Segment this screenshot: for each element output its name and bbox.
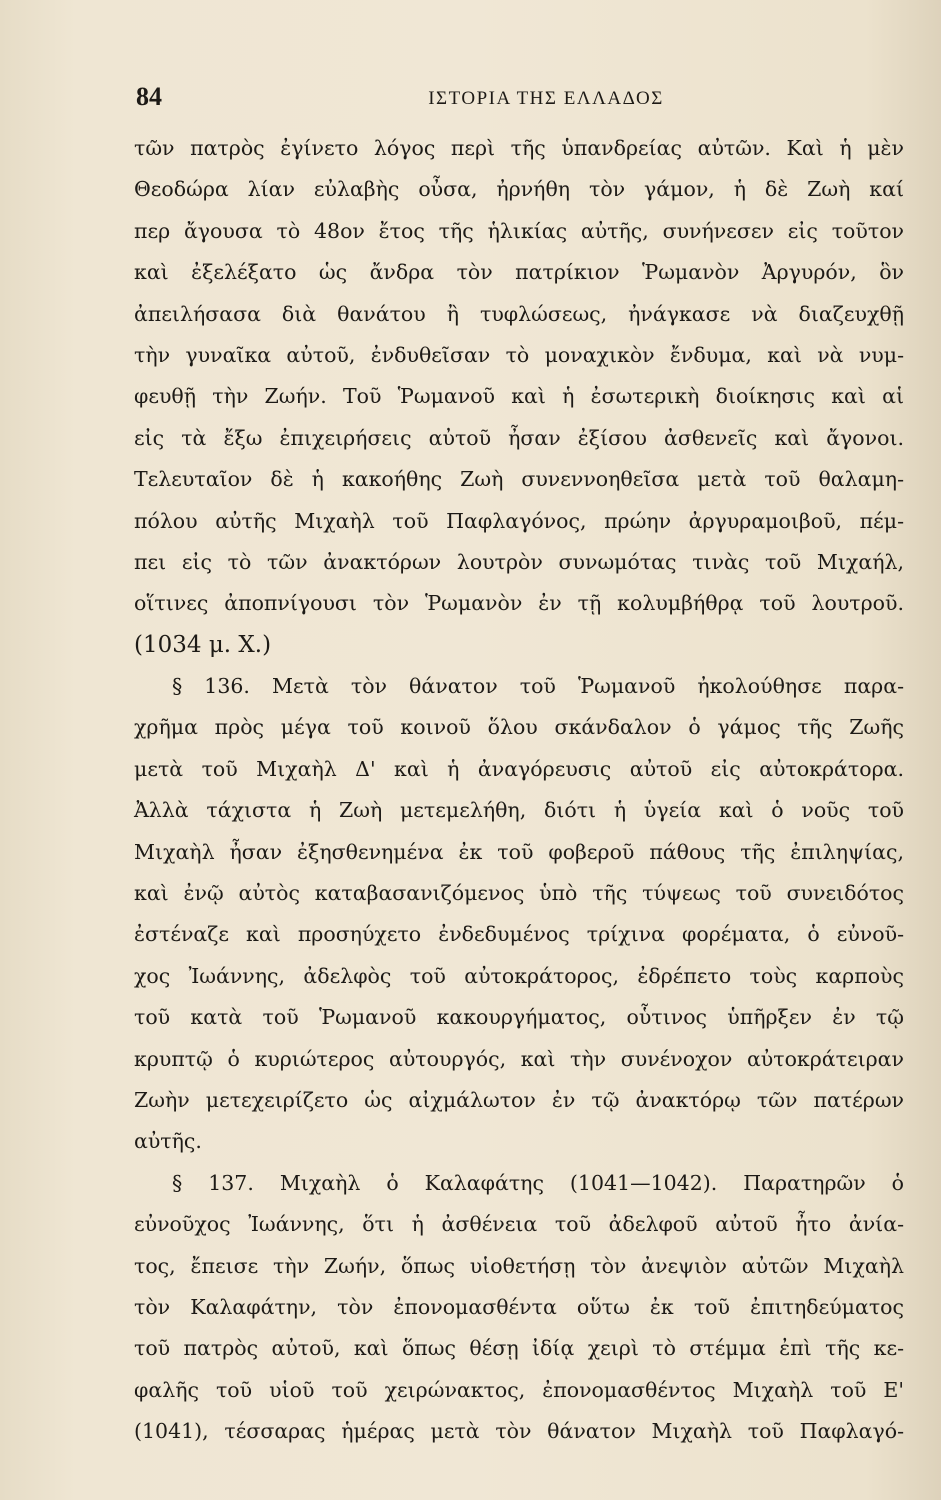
text-line: περ ἄγουσα τὸ 48ον ἔτος τῆς ἡλικίας αὐτῆς, συνήνεσεν εἰς τοῦτον xyxy=(134,218,904,243)
text-line: καὶ ἐνῷ αὐτὸς καταβασανιζόμενος ὑπὸ τῆς τύψεως τοῦ συνειδότος xyxy=(134,881,904,906)
text-line: μετὰ τοῦ Μιχαὴλ Δ' καὶ ἡ ἀναγόρευσις αὐτοῦ εἰς αὐτοκράτορα. xyxy=(134,756,904,781)
text-line: Θεοδώρα λίαν εὐλαβὴς οὖσα, ἠρνήθη τὸν γάμον, ἡ δὲ Ζωὴ καί xyxy=(134,177,904,202)
text-line: οἵτινες ἀποπνίγουσι τὸν Ῥωμανὸν ἐν τῇ κολυμβήθρᾳ τοῦ λουτροῦ. xyxy=(134,591,904,616)
page-number: 84 xyxy=(136,82,162,111)
text-line: εὐνοῦχος Ἰωάννης, ὅτι ἡ ἀσθένεια τοῦ ἀδελφοῦ αὐτοῦ ἦτο ἀνία- xyxy=(134,1212,904,1237)
page-header xyxy=(136,82,916,122)
text-line: χος Ἰωάννης, ἀδελφὸς τοῦ αὐτοκράτορος, ἐδρέπετο τοὺς καρποὺς xyxy=(134,963,904,988)
text-line: εἰς τὰ ἔξω ἐπιχειρήσεις αὐτοῦ ἦσαν ἐξίσου ἀσθενεῖς καὶ ἄγονοι. xyxy=(134,425,904,450)
text-line: Ζωὴν μετεχειρίζετο ὡς αἰχμάλωτον ἐν τῷ ἀνακτόρῳ τῶν πατέρων xyxy=(134,1087,904,1112)
text-line: καὶ ἐξελέξατο ὡς ἄνδρα τὸν πατρίκιον Ῥωμανὸν Ἀργυρόν, ὃν xyxy=(134,260,904,285)
text-line: (1034 μ. Χ.) xyxy=(134,631,272,658)
text-line: φαλῆς τοῦ υἱοῦ τοῦ χειρώνακτος, ἐπονομασθέντος Μιχαὴλ τοῦ Ε' xyxy=(134,1377,904,1402)
text-line: τῶν πατρὸς ἐγίνετο λόγος περὶ τῆς ὑπανδρείας αὐτῶν. Καὶ ἡ μὲν xyxy=(134,136,904,160)
text-line: ἀπειλήσασα διὰ θανάτου ἢ τυφλώσεως, ἠνάγκασε νὰ διαζευχθῇ xyxy=(134,301,904,326)
text-line: τοῦ κατὰ τοῦ Ῥωμανοῦ κακουργήματος, οὗτινος ὑπῆρξεν ἐν τῷ xyxy=(134,1005,904,1030)
text-line: Μιχαὴλ ἦσαν ἐξησθενημένα ἐκ τοῦ φοβεροῦ πάθους τῆς ἐπιληψίας, xyxy=(134,839,904,864)
text-line: τοῦ πατρὸς αὐτοῦ, καὶ ὅπως θέσῃ ἰδίᾳ χειρὶ τὸ στέμμα ἐπὶ τῆς κε- xyxy=(134,1336,904,1361)
section-137-heading-line: § 137. Μιχαὴλ ὁ Καλαφάτης (1041—1042). Παρατηρῶν ὁ xyxy=(172,1170,904,1195)
text-line: (1041), τέσσαρας ἡμέρας μετὰ τὸν θάνατον Μιχαὴλ τοῦ Παφλαγό- xyxy=(134,1419,904,1444)
text-line: πόλου αὐτῆς Μιχαὴλ τοῦ Παφλαγόνος, πρώην ἀργυραμοιβοῦ, πέμ- xyxy=(134,508,904,533)
text-line: τος, ἔπεισε τὴν Ζωήν, ὅπως υἱοθετήσῃ τὸν ἀνεψιὸν αὐτῶν Μιχαὴλ xyxy=(134,1253,904,1278)
text-line: τὸν Καλαφάτην, τὸν ἐπονομασθέντα οὕτω ἐκ τοῦ ἐπιτηδεύματος xyxy=(134,1294,904,1319)
text-line: ἐστέναζε καὶ προσηύχετο ἐνδεδυμένος τρίχινα φορέματα, ὁ εὐνοῦ- xyxy=(134,922,904,947)
text-line: αὐτῆς. xyxy=(134,1129,202,1154)
text-line: φευθῇ τὴν Ζωήν. Τοῦ Ῥωμανοῦ καὶ ἡ ἐσωτερικὴ διοίκησις καὶ αἱ xyxy=(134,384,904,409)
text-line: πει εἰς τὸ τῶν ἀνακτόρων λουτρὸν συνωμότας τινὰς τοῦ Μιχαήλ, xyxy=(134,549,904,574)
running-title: ΙΣΤΟΡΙΑ ΤΗΣ ΕΛΛΑΔΟΣ xyxy=(428,88,664,109)
body-text xyxy=(134,128,904,1453)
text-line: Ἀλλὰ τάχιστα ἡ Ζωὴ μετεμελήθη, διότι ἡ ὑγεία καὶ ὁ νοῦς τοῦ xyxy=(134,798,904,823)
text-line: τὴν γυναῖκα αὐτοῦ, ἐνδυθεῖσαν τὸ μοναχικὸν ἔνδυμα, καὶ νὰ νυμ- xyxy=(134,342,904,367)
text-line: χρῆμα πρὸς μέγα τοῦ κοινοῦ ὅλου σκάνδαλον ὁ γάμος τῆς Ζωῆς xyxy=(134,715,904,740)
text-line: κρυπτῷ ὁ κυριώτερος αὐτουργός, καὶ τὴν συνένοχον αὐτοκράτειραν xyxy=(134,1046,904,1071)
text-line: Τελευταῖον δὲ ἡ κακοήθης Ζωὴ συνεννοηθεῖσα μετὰ τοῦ θαλαμη- xyxy=(134,467,904,492)
section-136-heading-line: § 136. Μετὰ τὸν θάνατον τοῦ Ῥωμανοῦ ἠκολούθησε παρα- xyxy=(172,674,904,699)
